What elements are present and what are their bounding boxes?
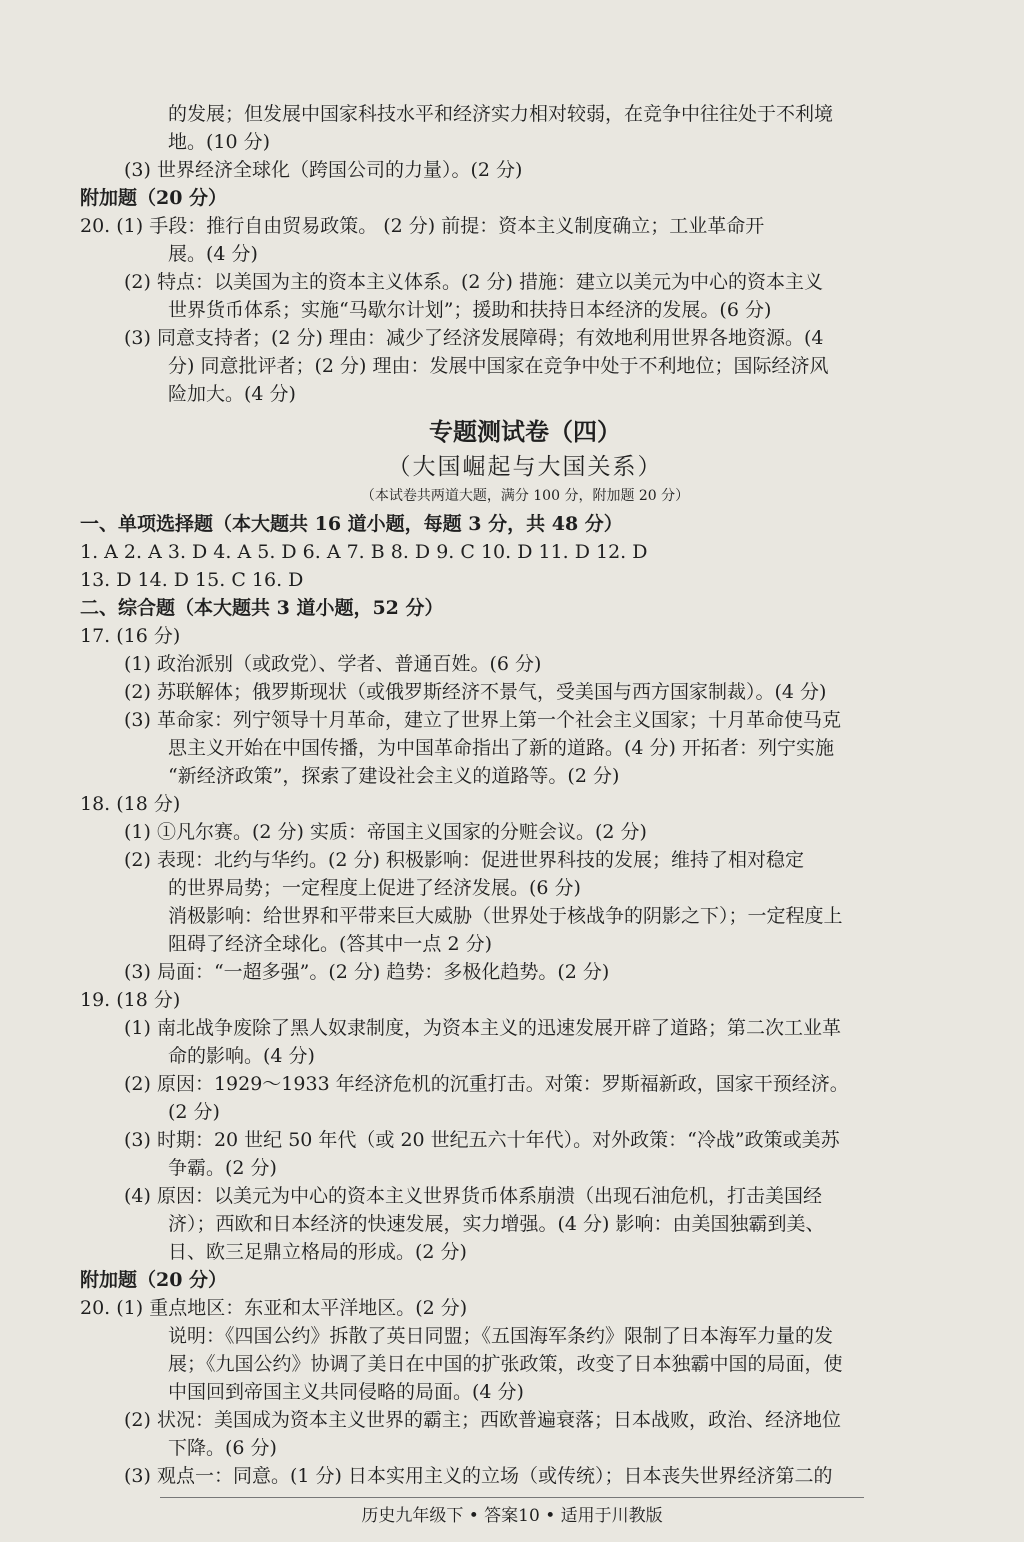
answer-line: 说明：《四国公约》拆散了英日同盟；《五国海军条约》限制了日本海军力量的发 [168,1325,834,1347]
answer-line: 下降。(6 分) [168,1437,277,1459]
answer-line: (1) 南北战争废除了黑人奴隶制度，为资本主义的迅速发展开辟了道路；第二次工业革 [124,1017,841,1039]
answer-line: 展。(4 分) [168,243,258,265]
page-footer: 历史九年级下 • 答案10 • 适用于川教版 [361,1506,663,1526]
answer-line: 命的影响。(4 分) [168,1045,315,1067]
answer-line: (3) 同意支持者；(2 分) 理由：减少了经济发展障碍；有效地利用世界各地资源。(4 [124,327,824,349]
section-answers [80,510,970,1490]
answer-line: (2) 原因：1929～1933 年经济危机的沉重打击。对策：罗斯福新政，国家干预经济。 [124,1073,849,1095]
answer-line: 20. (1) 重点地区：东亚和太平洋地区。(2 分) [80,1297,468,1319]
answer-line: 世界货币体系；实施“马歇尔计划”；援助和扶持日本经济的发展。(6 分) [168,299,772,321]
section-title-block [80,414,970,508]
section-title: 专题测试卷（四） [429,418,621,446]
answer-line: 思主义开始在中国传播，为中国革命指出了新的道路。(4 分) 开拓者：列宁实施 [168,737,834,759]
answer-line: (1) ①凡尔赛。(2 分) 实质：帝国主义国家的分赃会议。(2 分) [124,821,647,843]
answer-line: 18. (18 分) [80,793,181,815]
answer-line: 展；《九国公约》协调了美日在中国的扩张政策，改变了日本独霸中国的局面，使 [168,1353,843,1375]
answer-line: 附加题（20 分） [80,1269,228,1291]
answer-line: (3) 观点一：同意。(1 分) 日本实用主义的立场（或传统）；日本丧失世界经济第二的 [124,1465,833,1487]
answer-line: 附加题（20 分） [80,187,228,209]
answer-line: (3) 时期：20 世纪 50 年代（或 20 世纪五六十年代）。对外政策：“冷战”政策或美苏 [124,1129,840,1151]
answer-line: 地。(10 分) [168,131,271,153]
answer-line: 中国回到帝国主义共同侵略的局面。(4 分) [168,1381,524,1403]
answer-line: 分) 同意批评者；(2 分) 理由：发展中国家在竞争中处于不利地位；国际经济风 [168,355,829,377]
answer-line: 的发展；但发展中国家科技水平和经济实力相对较弱，在竞争中往往处于不利境 [168,103,834,125]
answer-line: 20. (1) 手段：推行自由贸易政策。 (2 分) 前提：资本主义制度确立；工业革命开 [80,215,765,237]
answer-line: (3) 革命家：列宁领导十月革命，建立了世界上第一个社会主义国家；十月革命使马克 [124,709,841,731]
answer-line: 险加大。(4 分) [168,383,296,405]
answer-line: (4) 原因：以美元为中心的资本主义世界货币体系崩溃（出现石油危机，打击美国经 [124,1185,822,1207]
answer-line: (2) 特点：以美国为主的资本主义体系。(2 分) 措施：建立以美元为中心的资本主义 [124,271,823,293]
answer-line: 一、单项选择题（本大题共 16 道小题，每题 3 分，共 48 分） [80,513,623,535]
answer-line: (2 分) [168,1101,220,1123]
answer-line: 消极影响：给世界和平带来巨大威胁（世界处于核战争的阴影之下）；一定程度上 [168,905,843,927]
answer-line: 二、综合题（本大题共 3 道小题，52 分） [80,597,444,619]
answer-line: 争霸。(2 分) [168,1157,277,1179]
answer-line: 日、欧三足鼎立格局的形成。(2 分) [168,1241,467,1263]
page-content [80,100,970,1490]
previous-section-answers [80,100,970,408]
answer-line: “新经济政策”，探索了建设社会主义的道路等。(2 分) [168,765,620,787]
answer-line: 阻碍了经济全球化。(答其中一点 2 分) [168,933,492,955]
answer-line: (2) 表现：北约与华约。(2 分) 积极影响：促进世界科技的发展；维持了相对稳定 [124,849,804,871]
footer-divider [160,1497,864,1498]
section-subtitle: （大国崛起与大国关系） [387,454,663,480]
answer-line: 1. A 2. A 3. D 4. A 5. D 6. A 7. B 8. D 9. C 10. D 11. D 12. D [80,541,648,563]
answer-line: (2) 苏联解体；俄罗斯现状（或俄罗斯经济不景气，受美国与西方国家制裁）。(4 分) [124,681,827,703]
answer-line: 19. (18 分) [80,989,181,1011]
answer-line: 的世界局势；一定程度上促进了经济发展。(6 分) [168,877,581,899]
answer-line: (1) 政治派别（或政党）、学者、普通百姓。(6 分) [124,653,542,675]
section-note: （本试卷共两道大题，满分 100 分，附加题 20 分） [360,488,690,504]
answer-line: 17. (16 分) [80,625,181,647]
answer-line: 13. D 14. D 15. C 16. D [80,569,304,591]
answer-line: (2) 状况：美国成为资本主义世界的霸主；西欧普遍衰落；日本战败，政治、经济地位 [124,1409,841,1431]
answer-line: 济）；西欧和日本经济的快速发展，实力增强。(4 分) 影响：由美国独霸到美、 [168,1213,825,1235]
answer-line: (3) 世界经济全球化（跨国公司的力量）。(2 分) [124,159,523,181]
answer-line: (3) 局面：“一超多强”。(2 分) 趋势：多极化趋势。(2 分) [124,961,610,983]
